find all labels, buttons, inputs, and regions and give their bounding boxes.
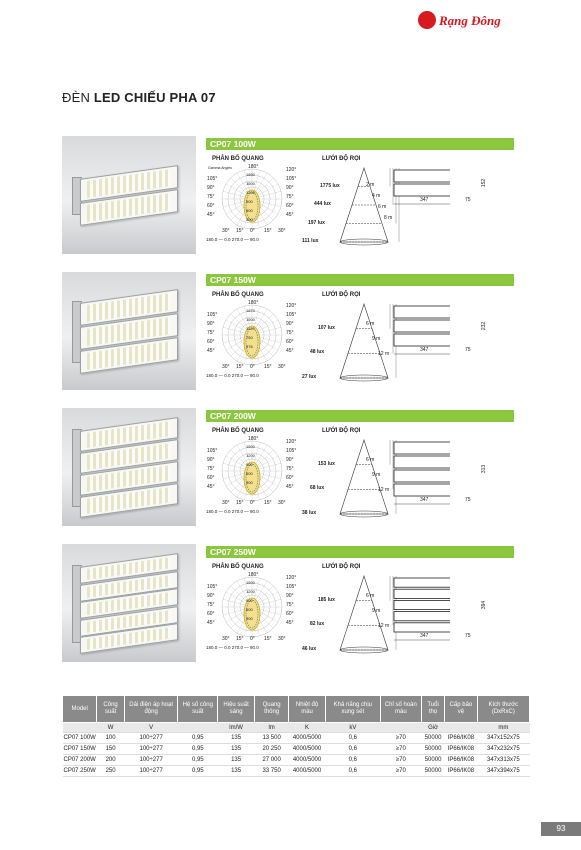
- product-block: [62, 544, 514, 664]
- page-number: 93: [541, 822, 581, 836]
- unit-cell: V: [124, 723, 178, 733]
- angle-label: 45°: [286, 484, 294, 490]
- height-dimension: 232: [481, 321, 488, 331]
- table-cell: CP07 250W: [63, 766, 97, 777]
- angle-label: 15°: [264, 364, 272, 370]
- angle-label: 15°: [236, 636, 244, 642]
- angle-label: 75°: [207, 194, 215, 200]
- unit-cell: kV: [325, 723, 380, 733]
- dimension-drawing: [332, 436, 488, 520]
- lux-label: 46 lux: [302, 646, 317, 652]
- depth-dimension: 75: [465, 347, 471, 353]
- angle-label: 90°: [286, 321, 294, 327]
- grid-label: LƯỚI ĐỘ RỌI: [322, 428, 361, 434]
- angle-label: 60°: [207, 475, 215, 481]
- table-row: [63, 766, 530, 777]
- unit-cell: W: [97, 723, 124, 733]
- angle-label: 60°: [286, 339, 294, 345]
- table-cell: CP07 200W: [63, 755, 97, 766]
- intensity-label: 600: [246, 208, 253, 213]
- angle-label: 45°: [207, 212, 215, 218]
- page-title: [62, 90, 216, 105]
- legend-entry: 270.0 — 90.0: [231, 509, 259, 514]
- unit-cell: [178, 723, 218, 733]
- product-name-bar: CP07 250W: [206, 546, 514, 558]
- angle-label: 180°: [248, 300, 259, 306]
- intensity-label: 1200: [246, 190, 255, 195]
- legend-entry: 270.0 — 90.0: [231, 237, 259, 242]
- grid-label: LƯỚI ĐỘ RỌI: [322, 156, 361, 162]
- angle-label: 75°: [207, 466, 215, 472]
- intensity-label: 1120: [246, 326, 255, 331]
- distance-label: 9 m: [372, 608, 381, 614]
- grid-label: LƯỚI ĐỘ RỌI: [322, 564, 361, 570]
- table-cell: 50000: [421, 733, 444, 744]
- unit-cell: [380, 723, 421, 733]
- table-cell: 135: [218, 733, 255, 744]
- product-name-bar: CP07 150W: [206, 274, 514, 286]
- angle-label: 120°: [286, 575, 297, 581]
- table-cell: 4000/5000: [289, 733, 326, 744]
- dimension-drawing: [332, 572, 488, 656]
- legend-entry: 180.0 — 0.0: [206, 373, 232, 378]
- table-cell: CP07 100W: [63, 733, 97, 744]
- table-cell: 0,95: [178, 766, 218, 777]
- distance-label: 9 m: [372, 472, 381, 478]
- column-header: Tuổi thọ: [421, 696, 444, 723]
- angle-label: 120°: [286, 167, 297, 173]
- table-cell: 0,95: [178, 744, 218, 755]
- angle-label: 60°: [207, 611, 215, 617]
- angle-label: 15°: [264, 636, 272, 642]
- angle-label: 75°: [207, 330, 215, 336]
- table-cell: 50000: [421, 755, 444, 766]
- angle-label: 45°: [207, 484, 215, 490]
- intensity-label: 1500: [246, 580, 255, 585]
- brand-logo: [418, 10, 528, 32]
- intensity-label: 300: [246, 616, 253, 621]
- lux-label: 27 lux: [302, 374, 317, 380]
- intensity-label: 1200: [246, 453, 255, 458]
- table-cell: 20 250: [255, 744, 289, 755]
- spec-table: [62, 695, 530, 777]
- angle-label: 120°: [286, 303, 297, 309]
- distance-label: 8 m: [384, 214, 393, 221]
- polar-legend: [206, 373, 259, 378]
- unit-cell: lm/W: [218, 723, 255, 733]
- unit-cell: mm: [477, 723, 529, 733]
- height-dimension: 152: [481, 178, 488, 188]
- angle-label: 15°: [236, 500, 244, 506]
- distance-label: 6 m: [366, 593, 375, 600]
- table-cell: 100: [97, 733, 124, 744]
- angle-label: 120°: [286, 439, 297, 445]
- lux-label: 1775 lux: [320, 182, 340, 189]
- angle-label: 90°: [286, 593, 294, 599]
- distribution-label: PHÂN BỐ QUANG: [212, 156, 264, 162]
- table-cell: ≥70: [380, 766, 421, 777]
- angle-label: 0°: [250, 500, 255, 506]
- polar-diagram: [206, 300, 298, 370]
- column-header: Khả năng chịu xung sét: [325, 696, 380, 723]
- intensity-label: 600: [246, 471, 253, 476]
- intensity-label: 750: [246, 335, 253, 340]
- angle-label: 45°: [286, 620, 294, 626]
- angle-label: 75°: [286, 466, 294, 472]
- intensity-label: 300: [246, 480, 253, 485]
- product-block: [62, 136, 514, 256]
- angle-label: 75°: [286, 330, 294, 336]
- intensity-label: 1500: [246, 181, 255, 186]
- lux-label: 107 lux: [318, 324, 335, 331]
- dimension-drawing: [332, 164, 488, 248]
- table-cell: IP66/IK08: [445, 744, 478, 755]
- distance-label: 6 m: [366, 321, 375, 328]
- title-prefix: ĐÈN: [62, 90, 91, 105]
- angle-label: 30°: [278, 636, 286, 642]
- angle-label: 30°: [222, 364, 230, 370]
- table-cell: 135: [218, 766, 255, 777]
- table-cell: 0,95: [178, 733, 218, 744]
- angle-label: 90°: [286, 457, 294, 463]
- product-block: [62, 272, 514, 392]
- product-photo: [62, 136, 196, 254]
- lux-label: 444 lux: [314, 201, 331, 207]
- unit-cell: Giờ: [421, 723, 444, 733]
- angle-label: 0°: [250, 364, 255, 370]
- angle-label: 180°: [248, 164, 259, 170]
- column-header: Nhiệt độ màu: [289, 696, 326, 723]
- distance-label: 12 m: [378, 622, 390, 629]
- table-cell: 0,95: [178, 755, 218, 766]
- lux-label: 82 lux: [310, 621, 325, 628]
- table-cell: 33 750: [255, 766, 289, 777]
- column-header: Cấp bảo vệ: [445, 696, 478, 723]
- table-cell: 50000: [421, 766, 444, 777]
- table-cell: 13 500: [255, 733, 289, 744]
- angle-label: 45°: [207, 348, 215, 354]
- intensity-label: 900: [246, 462, 253, 467]
- angle-label: 0°: [250, 636, 255, 642]
- table-cell: 347x232x75: [477, 744, 529, 755]
- legend-entry: 180.0 — 0.0: [206, 237, 232, 242]
- angle-label: 105°: [286, 448, 297, 454]
- angle-label: 30°: [222, 228, 230, 234]
- table-cell: 100÷277: [124, 755, 178, 766]
- table-cell: 347x152x75: [477, 733, 529, 744]
- distribution-label: PHÂN BỐ QUANG: [212, 292, 264, 298]
- polar-diagram: [206, 436, 298, 506]
- angle-label: 15°: [236, 364, 244, 370]
- angle-label: 105°: [207, 312, 218, 318]
- width-dimension: 347: [420, 347, 429, 353]
- depth-dimension: 75: [465, 633, 471, 639]
- angle-label: 105°: [286, 584, 297, 590]
- angle-label: 105°: [286, 312, 297, 318]
- legend-entry: 270.0 — 90.0: [231, 373, 259, 378]
- distance-label: 2 m: [366, 181, 375, 188]
- table-row: [63, 755, 530, 766]
- distribution-label: PHÂN BỐ QUANG: [212, 428, 264, 434]
- lux-label: 197 lux: [308, 219, 325, 226]
- lux-label: 153 lux: [318, 460, 335, 467]
- table-cell: 200: [97, 755, 124, 766]
- table-cell: 150: [97, 744, 124, 755]
- table-cell: 250: [97, 766, 124, 777]
- angle-label: 105°: [286, 176, 297, 182]
- intensity-label: 900: [246, 199, 253, 204]
- table-cell: 347x394x75: [477, 766, 529, 777]
- table-cell: IP66/IK08: [445, 755, 478, 766]
- polar-legend: [206, 509, 259, 514]
- column-header: Hệ số công suất: [178, 696, 218, 723]
- table-cell: 135: [218, 755, 255, 766]
- height-dimension: 394: [481, 600, 488, 610]
- unit-cell: [445, 723, 478, 733]
- table-cell: 0,6: [325, 733, 380, 744]
- width-dimension: 347: [420, 197, 429, 203]
- angle-label: 15°: [264, 500, 272, 506]
- angle-label: 30°: [222, 500, 230, 506]
- polar-legend: [206, 645, 259, 650]
- unit-cell: [63, 723, 97, 733]
- polar-legend: [206, 237, 259, 242]
- angle-label: 60°: [207, 339, 215, 345]
- legend-entry: 180.0 — 0.0: [206, 509, 232, 514]
- table-cell: 347x313x75: [477, 755, 529, 766]
- angle-label: 180°: [248, 436, 259, 442]
- angle-label: 45°: [207, 620, 215, 626]
- column-header: Model: [63, 696, 97, 723]
- width-dimension: 347: [420, 633, 429, 639]
- table-cell: 50000: [421, 744, 444, 755]
- product-photo: [62, 544, 196, 662]
- intensity-label: 600: [246, 607, 253, 612]
- column-header: Kích thước (DxRxC): [477, 696, 529, 723]
- intensity-label: 1200: [246, 589, 255, 594]
- table-cell: 100÷277: [124, 744, 178, 755]
- product-name-bar: CP07 200W: [206, 410, 514, 422]
- angle-label: 90°: [207, 185, 215, 191]
- table-header-row: [63, 696, 530, 723]
- distance-label: 6 m: [366, 457, 375, 464]
- table-cell: 4000/5000: [289, 766, 326, 777]
- intensity-label: 1850: [246, 172, 255, 177]
- angle-label: 0°: [250, 228, 255, 234]
- table-row: [63, 744, 530, 755]
- lux-label: 38 lux: [302, 510, 317, 516]
- distance-label: 4 m: [372, 192, 381, 199]
- angle-label: 90°: [207, 593, 215, 599]
- angle-label: 15°: [264, 228, 272, 234]
- grid-label: LƯỚI ĐỘ RỌI: [322, 292, 361, 298]
- gamma-label: Gamma Angles: [208, 166, 232, 170]
- title-main: LED CHIẾU PHA 07: [93, 90, 216, 105]
- legend-entry: 180.0 — 0.0: [206, 645, 232, 650]
- intensity-label: 300: [246, 217, 253, 222]
- polar-diagram: [206, 164, 298, 234]
- table-cell: 27 000: [255, 755, 289, 766]
- table-cell: ≥70: [380, 744, 421, 755]
- column-header: Dải điện áp hoạt động: [124, 696, 178, 723]
- angle-label: 30°: [278, 228, 286, 234]
- angle-label: 105°: [207, 176, 218, 182]
- table-row: [63, 733, 530, 744]
- angle-label: 30°: [222, 636, 230, 642]
- angle-label: 60°: [286, 611, 294, 617]
- intensity-label: 376: [246, 344, 253, 349]
- legend-entry: 270.0 — 90.0: [231, 645, 259, 650]
- angle-label: 180°: [248, 572, 259, 578]
- units-row: [63, 723, 530, 733]
- lux-label: 111 lux: [302, 238, 319, 244]
- angle-label: 90°: [286, 185, 294, 191]
- table-cell: CP07 150W: [63, 744, 97, 755]
- product-photo: [62, 408, 196, 526]
- depth-dimension: 75: [465, 497, 471, 503]
- table-cell: 100÷277: [124, 733, 178, 744]
- intensity-label: 1500: [246, 317, 255, 322]
- table-cell: IP66/IK08: [445, 733, 478, 744]
- column-header: Chỉ số hoàn màu: [380, 696, 421, 723]
- angle-label: 90°: [207, 321, 215, 327]
- angle-label: 60°: [207, 203, 215, 209]
- column-header: Hiệu suất sáng: [218, 696, 255, 723]
- table-cell: IP66/IK08: [445, 766, 478, 777]
- angle-label: 45°: [286, 212, 294, 218]
- table-cell: 0,6: [325, 766, 380, 777]
- angle-label: 60°: [286, 475, 294, 481]
- distance-label: 9 m: [372, 336, 381, 342]
- table-cell: 100÷277: [124, 766, 178, 777]
- width-dimension: 347: [420, 497, 429, 503]
- distance-label: 6 m: [378, 203, 387, 210]
- column-header: Quang thông: [255, 696, 289, 723]
- product-block: [62, 408, 514, 528]
- depth-dimension: 75: [465, 197, 471, 203]
- intensity-label: 1870: [246, 308, 255, 313]
- angle-label: 30°: [278, 364, 286, 370]
- unit-cell: K: [289, 723, 326, 733]
- lux-label: 68 lux: [310, 485, 325, 492]
- column-header: Công suất: [97, 696, 124, 723]
- angle-label: 105°: [207, 448, 218, 454]
- table-cell: 135: [218, 744, 255, 755]
- angle-label: 105°: [207, 584, 218, 590]
- angle-label: 60°: [286, 203, 294, 209]
- brand-name: Rạng Đông: [439, 13, 501, 28]
- angle-label: 45°: [286, 348, 294, 354]
- sun-logo-icon: [418, 11, 436, 29]
- intensity-label: 900: [246, 598, 253, 603]
- table-cell: 0,6: [325, 744, 380, 755]
- dimension-drawing: [332, 300, 488, 384]
- unit-cell: lm: [255, 723, 289, 733]
- height-dimension: 313: [481, 464, 488, 474]
- product-photo: [62, 272, 196, 390]
- table-cell: 0,6: [325, 755, 380, 766]
- angle-label: 30°: [278, 500, 286, 506]
- angle-label: 90°: [207, 457, 215, 463]
- table-cell: 4000/5000: [289, 755, 326, 766]
- table-cell: ≥70: [380, 733, 421, 744]
- angle-label: 75°: [286, 602, 294, 608]
- product-name-bar: CP07 100W: [206, 138, 514, 150]
- angle-label: 15°: [236, 228, 244, 234]
- distance-label: 12 m: [378, 350, 390, 357]
- distribution-label: PHÂN BỐ QUANG: [212, 564, 264, 570]
- angle-label: 75°: [207, 602, 215, 608]
- polar-diagram: [206, 572, 298, 642]
- angle-label: 75°: [286, 194, 294, 200]
- intensity-label: 1500: [246, 444, 255, 449]
- lux-label: 185 lux: [318, 596, 335, 603]
- lux-label: 48 lux: [310, 349, 325, 356]
- distance-label: 12 m: [378, 486, 390, 493]
- table-cell: ≥70: [380, 755, 421, 766]
- table-cell: 4000/5000: [289, 744, 326, 755]
